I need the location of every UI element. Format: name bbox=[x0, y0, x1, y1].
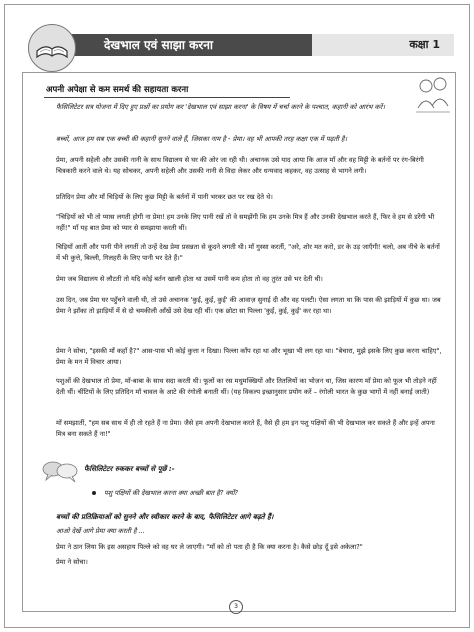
section-underline bbox=[44, 97, 290, 98]
facilitator-prompt: फैसिलिटेटर रुककर बच्चों से पूछें :- bbox=[84, 465, 175, 473]
section-title: अपनी अपेक्षा से कम समर्थ की सहायता करना bbox=[46, 85, 189, 95]
question-bullet bbox=[92, 488, 238, 497]
story-paragraph-7: उस दिन, जब प्रेमा घर पहुँचने वाली थी, तो उसे अचानक 'कुईं, कुईं, कुईं' की आवाज़ सुनाई दी और वह पलटी। ऐसा लगता था कि पास की झाड़ियों में कुछ था। जब प्रेमा ने झाँका तो झाड़ियों में से दो चमकीली आँखें उसे देख रही थीं। एक छोटा सा पिल्ला 'कुईं, कुईं, कुईं' कर रहा था। bbox=[56, 296, 441, 315]
header-title-box bbox=[62, 34, 312, 56]
page-header bbox=[62, 34, 454, 56]
class-label: कक्षा 1 bbox=[409, 38, 440, 51]
story-paragraph-9: पशुओं की देखभाल तो प्रेमा, माँ-बाबा के साथ सदा करती थी। फूलों का रस मधुमक्खियों और तितलियों का भोजन था, जिस कारण माँ प्रेमा को फूल भी तोड़ने नहीं देती थीं। चींटियों के लिए प्रतिदिन माँ चावल के आटे की रंगोली बनाती थीं। (यह विकल्प इच्छानुसार प्रयोग करें – रंगोली भारत के कुछ भागों में नहीं बनाई जाती) bbox=[56, 377, 437, 396]
story-paragraph-2: प्रेमा, अपनी सहेली और उसकी नानी के साथ विद्यालय से घर की ओर जा रही थी। अचानक उसे याद आया कि आज माँ और वह मिट्टी के बर्तनों पर रंग-बिरंगी चित्रकारी करने वाले थे। यह सोचकर, अपनी सहेली और उसकी नानी से विदा लेकर और धन्यवाद कहकर, वह उत्साह से भागने लगी। bbox=[56, 156, 424, 175]
question-text: पशु पक्षियों की देखभाल करना क्या अच्छी बात है? क्यों? bbox=[104, 489, 239, 497]
book-icon bbox=[28, 24, 76, 72]
continue-question: आओ देखें आगे प्रेमा क्या करती है ... bbox=[56, 527, 145, 535]
story-paragraph-4: "चिड़ियों को भी तो प्यास लगती होगी ना प्रेमा! हम उनके लिए पानी रखें तो वे समझेंगी कि हम उनके मित्र हैं और उनकी देखभाल करते हैं, फिर वे हम से डरेंगी भी नहीं!" माँ यह बात प्रेमा को प्यार से समझाया करती थीं। bbox=[56, 213, 435, 232]
page-title: देखभाल एवं साझा करना bbox=[104, 38, 214, 52]
story-paragraph-10: माँ समझातीं, "हम सब साथ में ही तो रहते हैं ना प्रेमा। जैसे हम अपनी देखभाल करते हैं, वैसे ही हम इन पशु पक्षियों की भी देखभाल कर सकते हैं और इन्हें अपना मित्र बना सकते हैं ना!" bbox=[56, 419, 435, 438]
bullet-icon bbox=[92, 491, 96, 495]
ending-paragraph-2: प्रेमा ने सोचा। bbox=[56, 558, 88, 566]
intro-paragraph: फैसिलिटेटर सत्र योजना में दिए हुए प्रश्नों का प्रयोग कर 'देखभाल एवं साझा करना' के विषय में चर्चा करने के पश्चात, कहानी को आरंभ करें। bbox=[56, 103, 385, 111]
story-paragraph-8: प्रेमा ने सोचा, "इसकी माँ कहाँ है?" आस-पास भी कोई कुत्ता न दिखा। पिल्ला काँप रहा था और भूखा भी लग रहा था। "बेचारा, मुझे इसके लिए कुछ करना चाहिए", प्रेमा के मन में विचार आया। bbox=[56, 347, 442, 366]
speech-bubbles-icon bbox=[42, 458, 78, 484]
story-paragraph-6: प्रेमा जब विद्यालय से लौटती तो यदि कोई बर्तन खाली होता था उसमें पानी कम होता तो वह तुरंत उसे भर देती थी। bbox=[56, 275, 323, 283]
story-paragraph-1: बच्चों, आज हम सब एक बच्ची की कहानी सुनने वाले हैं, जिसका नाम है - प्रेमा। वह भी आपकी तरह कक्षा एक में पढ़ती है। bbox=[56, 135, 348, 143]
story-paragraph-3: प्रतिदिन प्रेमा और माँ चिड़ियों के लिए कुछ मिट्टी के बर्तनों में पानी भरकर छत पर रख देते थे। bbox=[56, 193, 273, 201]
ending-paragraph-1: प्रेमा ने ठान लिया कि इस असहाय पिल्ले को वह घर ले जाएगी। "माँ को तो पता ही है कि क्या करना है। कैसे छोड़ दूँ इसे अकेला?" bbox=[56, 543, 363, 551]
page-number: 3 bbox=[229, 600, 243, 614]
story-paragraph-5: चिड़ियाँ आतीं और पानी पीने लगतीं तो उन्हें देख प्रेमा प्रसन्नता से कूदने लगती थी। माँ गुस्सा करतीं, "अरे, शोर मत करो, डर के उड़ जाएँगी! चलो, अब नीचे के बर्तनों में भी कुत्ते, बिल्ली, गिलहरी के लिए पानी भर देते हैं।" bbox=[56, 243, 440, 262]
continue-instruction: बच्चों की प्रतिक्रियाओं को सुनने और स्वीकार करने के बाद, फैसिलिटेटर आगे बढ़ते हैं। bbox=[56, 513, 274, 521]
